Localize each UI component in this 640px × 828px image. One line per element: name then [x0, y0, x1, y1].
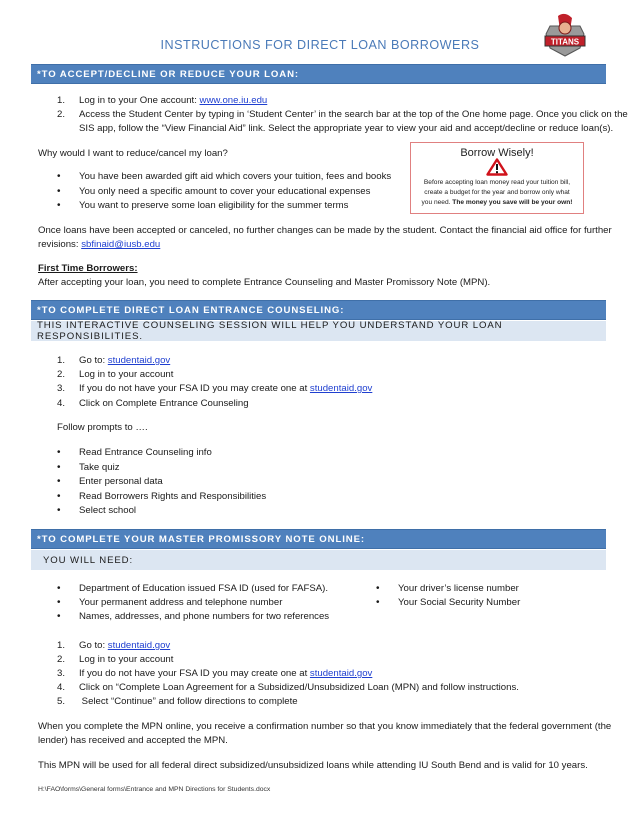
- step-item: [57, 382, 372, 396]
- titans-logo-icon: [540, 12, 590, 58]
- step-number: 3.: [57, 383, 66, 394]
- reason-text: You have been awarded gift aid which covers your tuition, fees and books: [79, 171, 392, 182]
- step-number: 2.: [57, 109, 66, 120]
- need-list-item: [57, 582, 328, 596]
- step-item: [57, 639, 170, 653]
- prompt-list-item: [57, 490, 266, 504]
- step-text: Click on “Complete Loan Agreement for a Subsidized/Unsubsidized Loan (MPN) and follow instructions.: [79, 682, 519, 693]
- first-time-borrowers-heading: First Time Borrowers:: [38, 263, 138, 274]
- need-list-item: [57, 610, 329, 624]
- need-text: Your Social Security Number: [398, 597, 521, 608]
- callout-title: Borrow Wisely!: [460, 147, 534, 159]
- mpn-validity-paragraph: This MPN will be used for all federal direct subsidized/unsubsidized loans while attending IU South Bend and is valid for 10 years.: [38, 760, 588, 771]
- step-number: 3.: [57, 668, 66, 679]
- bullet-icon: •: [57, 597, 61, 608]
- prompt-list-item: [57, 446, 212, 460]
- one-iu-link[interactable]: www.one.iu.edu: [199, 95, 268, 106]
- prompt-text: Read Borrowers Rights and Responsibilities: [79, 491, 267, 502]
- step-number: 1.: [57, 640, 66, 651]
- bullet-icon: •: [57, 462, 61, 473]
- prompt-text: Take quiz: [79, 462, 120, 473]
- prompt-text: Read Entrance Counseling info: [79, 447, 212, 458]
- reason-list-item: [57, 170, 391, 184]
- callout-line: you need.: [421, 199, 453, 206]
- step-text: Log in to your One account:: [79, 95, 200, 106]
- bullet-icon: •: [57, 171, 61, 182]
- step-number: 4.: [57, 682, 66, 693]
- step-item: [57, 667, 372, 681]
- you-will-need-subheader: YOU WILL NEED:: [31, 550, 606, 570]
- bullet-icon: •: [57, 476, 61, 487]
- bullet-icon: •: [57, 583, 61, 594]
- reason-list-item: [57, 199, 348, 213]
- step-item: [57, 653, 173, 667]
- step-item: [57, 94, 267, 108]
- warning-icon: [411, 158, 583, 176]
- bullet-icon: •: [57, 491, 61, 502]
- logo-text: TITANS: [550, 37, 580, 47]
- why-reduce-question: Why would I want to reduce/cancel my loan?: [38, 148, 228, 159]
- step-item: [57, 681, 519, 695]
- changes-note: Once loans have been accepted or canceled, no further changes can be made by the student. Contact the financial aid office for further: [38, 225, 612, 236]
- prompt-list-item: [57, 504, 136, 518]
- step-item: [57, 368, 173, 382]
- first-time-borrowers-text: After accepting your loan, you need to complete Entrance Counseling and Master Promissory Note (MPN).: [38, 277, 491, 288]
- section-header-accept-decline: *TO ACCEPT/DECLINE OR REDUCE YOUR LOAN:: [31, 64, 606, 84]
- bullet-icon: •: [376, 583, 380, 594]
- prompt-text: Select school: [79, 505, 137, 516]
- step-item: [57, 397, 249, 411]
- step-text: Go to:: [79, 640, 108, 651]
- bullet-icon: •: [57, 200, 61, 211]
- step-text-continued: SIS app, follow the “View Financial Aid” link. Select the appropriate year to view your aid and accept/decline or reduce loan(s).: [79, 123, 614, 134]
- studentaid-link[interactable]: studentaid.gov: [309, 383, 373, 394]
- step-number: 4.: [57, 398, 66, 409]
- step-text: Access the Student Center by typing in ‘Student Center’ in the search bar at the top of the One home page. Once you click on the: [79, 109, 628, 120]
- need-text: Department of Education issued FSA ID (used for FAFSA).: [79, 583, 329, 594]
- step-text: Log in to your account: [79, 654, 174, 665]
- step-item: [57, 354, 170, 368]
- changes-note-continued: [38, 238, 160, 252]
- step-number: 1.: [57, 95, 66, 106]
- callout-line: create a budget for the year and borrow only what: [424, 189, 570, 196]
- bullet-icon: •: [57, 611, 61, 622]
- financial-aid-email-link[interactable]: sbfinaid@iusb.edu: [81, 239, 161, 250]
- need-list-item: [376, 596, 520, 610]
- need-text: Your permanent address and telephone number: [79, 597, 283, 608]
- step-number: 2.: [57, 369, 66, 380]
- confirmation-paragraph-continued: lender) has received and accepted the MPN.: [38, 735, 228, 746]
- prompt-text: Enter personal data: [79, 476, 163, 487]
- need-text: Your driver’s license number: [398, 583, 519, 594]
- reason-text: You only need a specific amount to cover your educational expenses: [79, 186, 371, 197]
- bullet-icon: •: [57, 186, 61, 197]
- confirmation-paragraph: When you complete the MPN online, you receive a confirmation number so that you know immediately that the federal government (the: [38, 721, 612, 732]
- step-number: 5.: [57, 696, 66, 707]
- section-header-entrance-counseling: *TO COMPLETE DIRECT LOAN ENTRANCE COUNSELING:: [31, 300, 606, 320]
- bullet-icon: •: [57, 447, 61, 458]
- step-item: [57, 108, 628, 122]
- studentaid-link[interactable]: studentaid.gov: [107, 640, 171, 651]
- step-text: Click on Complete Entrance Counseling: [79, 398, 249, 409]
- borrow-wisely-callout: [410, 142, 584, 214]
- file-path-footer: H:\FAO\forms\General forms\Entrance and MPN Directions for Students.docx: [38, 786, 271, 793]
- step-text: Go to:: [79, 355, 108, 366]
- step-text: If you do not have your FSA ID you may create one at: [79, 668, 310, 679]
- step-number: 1.: [57, 355, 66, 366]
- studentaid-link[interactable]: studentaid.gov: [107, 355, 171, 366]
- bullet-icon: •: [57, 505, 61, 516]
- need-list-item: [376, 582, 519, 596]
- entrance-counseling-subheader: THIS INTERACTIVE COUNSELING SESSION WILL HELP YOU UNDERSTAND YOUR LOAN RESPONSIBILITIES.: [31, 321, 606, 341]
- callout-emphasis: The money you save will be your own!: [452, 199, 573, 206]
- prompt-list-item: [57, 461, 120, 475]
- need-text: Names, addresses, and phone numbers for two references: [79, 611, 330, 622]
- reason-text: You want to preserve some loan eligibility for the summer terms: [79, 200, 349, 211]
- prompt-list-item: [57, 475, 163, 489]
- step-number: 2.: [57, 654, 66, 665]
- follow-prompts-intro: Follow prompts to ….: [57, 422, 148, 433]
- callout-line: Before accepting loan money read your tuition bill,: [423, 179, 571, 186]
- bullet-icon: •: [376, 597, 380, 608]
- step-text: Select “Continue” and follow directions to complete: [79, 696, 298, 707]
- document-title: INSTRUCTIONS FOR DIRECT LOAN BORROWERS: [160, 38, 480, 52]
- studentaid-link[interactable]: studentaid.gov: [309, 668, 373, 679]
- step-text: If you do not have your FSA ID you may create one at: [79, 383, 310, 394]
- need-list-item: [57, 596, 282, 610]
- step-text: Log in to your account: [79, 369, 174, 380]
- reason-list-item: [57, 185, 370, 199]
- step-item: [57, 695, 298, 709]
- revisions-label: revisions:: [38, 239, 82, 250]
- section-header-mpn: *TO COMPLETE YOUR MASTER PROMISSORY NOTE ONLINE:: [31, 529, 606, 549]
